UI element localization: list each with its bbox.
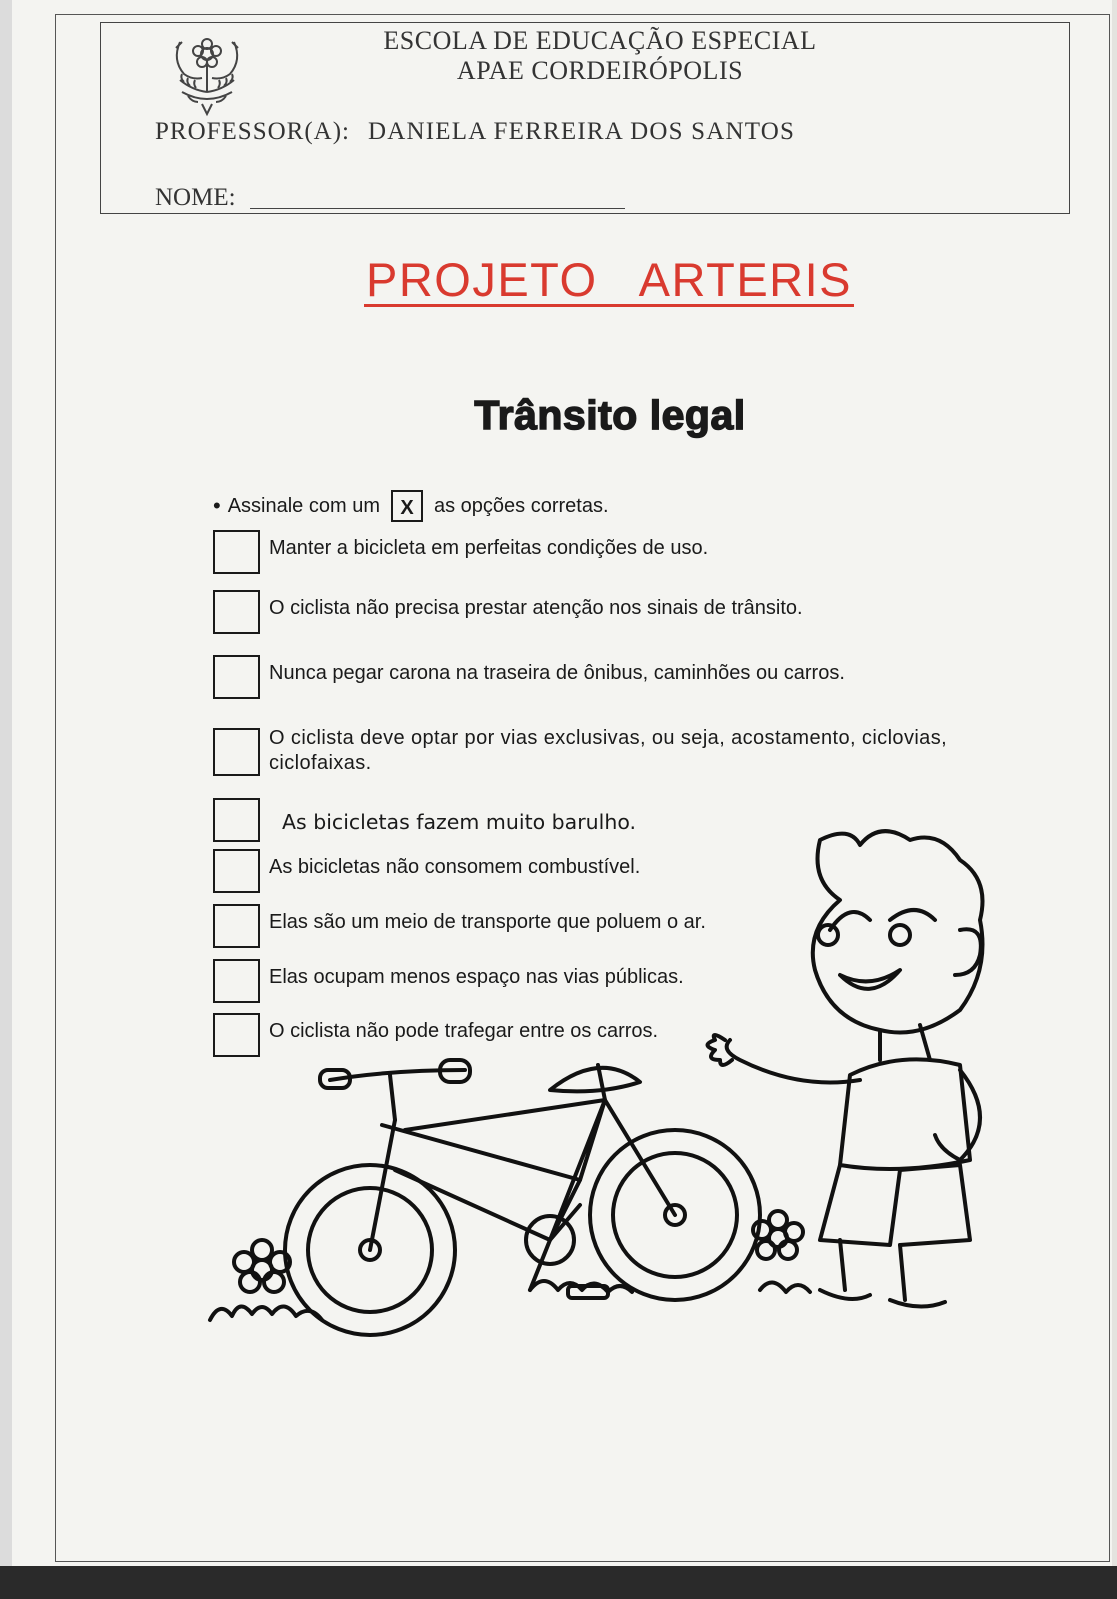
school-name-line2: APAE CORDEIRÓPOLIS — [456, 56, 744, 85]
worksheet-subtitle: Trânsito legal — [474, 392, 746, 438]
instruction-text-after: as opções corretas. — [433, 494, 609, 517]
option-text: Elas são um meio de transporte que poluem o ar. — [269, 911, 706, 933]
bicycle-illustration — [285, 1060, 760, 1335]
option-item — [213, 655, 845, 699]
school-name-line1: ESCOLA DE EDUCAÇÃO ESPECIAL — [383, 26, 817, 55]
option-item — [213, 590, 803, 634]
boy-illustration — [708, 831, 983, 1306]
teacher-label: PROFESSOR(A): — [155, 118, 350, 145]
teacher-name: DANIELA FERREIRA DOS SANTOS — [368, 118, 796, 145]
option-item — [213, 530, 708, 574]
option-text: Nunca pegar carona na traseira de ônibus, caminhões ou carros. — [269, 662, 845, 684]
instruction-bullet: • — [213, 493, 221, 518]
school-logo-icon — [162, 30, 252, 122]
project-title: PROJETO ARTERIS — [365, 253, 853, 306]
name-field-line[interactable] — [250, 208, 625, 209]
photo-edge-shadow — [0, 1566, 1117, 1599]
option-text: O ciclista não precisa prestar atenção nos sinais de trânsito. — [269, 597, 803, 619]
teacher-row — [155, 118, 795, 146]
instruction — [213, 490, 609, 522]
bicycle-and-boy-illustration — [200, 820, 1020, 1360]
instruction-text-before: Assinale com um — [227, 494, 380, 517]
option-text: Elas ocupam menos espaço nas vias públicas. — [269, 966, 684, 988]
option-checkbox[interactable] — [213, 590, 260, 634]
name-label: NOME: — [155, 184, 236, 211]
flower-left — [234, 1240, 290, 1292]
instruction-x-mark: X — [391, 490, 423, 522]
option-text: As bicicletas fazem muito barulho. — [282, 810, 637, 834]
option-item — [213, 728, 1004, 776]
option-checkbox[interactable] — [213, 530, 260, 574]
option-text: O ciclista deve optar por vias exclusivas, ou seja, acostamento, ciclovias, ciclofaixas. — [269, 727, 948, 774]
option-text: As bicicletas não consomem combustível. — [269, 856, 641, 878]
option-checkbox[interactable] — [213, 655, 260, 699]
option-text: O ciclista não pode trafegar entre os carros. — [269, 1020, 659, 1042]
option-text: Manter a bicicleta em perfeitas condições de uso. — [269, 537, 709, 559]
project-title-underline — [364, 304, 854, 307]
option-checkbox[interactable] — [213, 728, 260, 776]
